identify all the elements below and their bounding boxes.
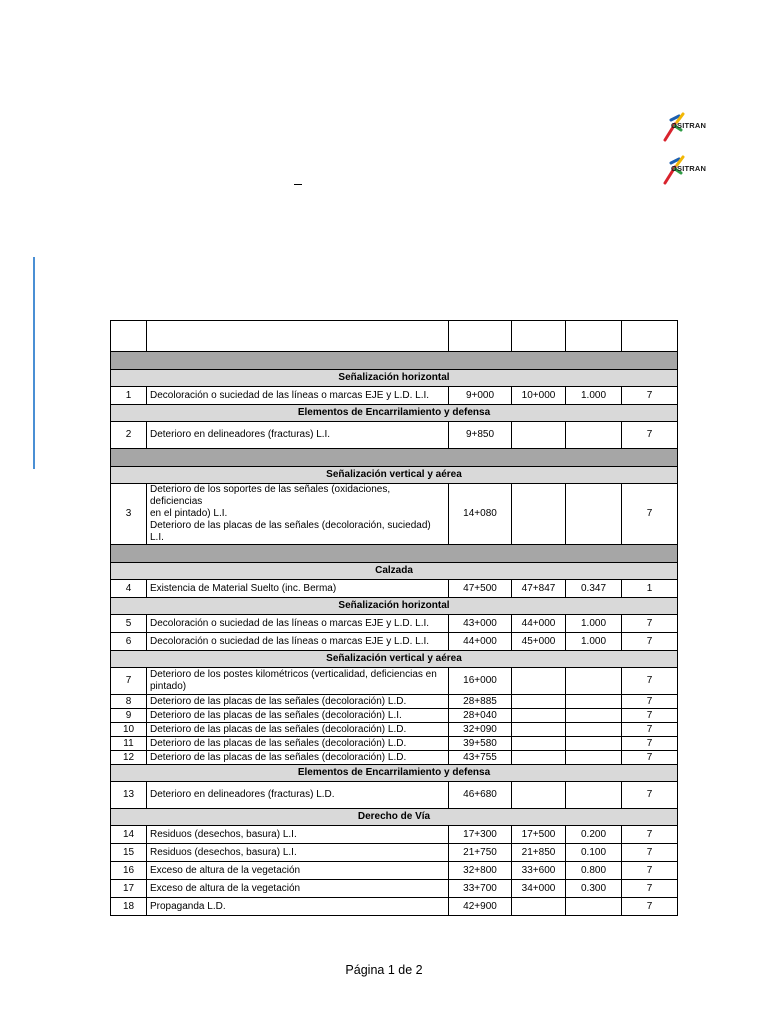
km-start: 44+000 — [449, 633, 512, 651]
term-days: 7 — [622, 633, 678, 651]
item-description — [147, 484, 449, 545]
km-start: 33+700 — [449, 880, 512, 898]
item-number: 4 — [111, 580, 147, 598]
item-description — [147, 695, 449, 709]
length-km — [566, 898, 622, 916]
item-number: 17 — [111, 880, 147, 898]
table-row — [111, 862, 678, 880]
group-cell — [111, 352, 678, 370]
item-description — [147, 580, 449, 598]
section-title: Calzada — [111, 563, 678, 580]
description-line: Propaganda L.D. — [150, 900, 226, 912]
km-start: 28+040 — [449, 709, 512, 723]
item-description — [147, 844, 449, 862]
item-description — [147, 709, 449, 723]
term-days: 7 — [622, 737, 678, 751]
km-start: 14+080 — [449, 484, 512, 545]
length-km: 1.000 — [566, 387, 622, 405]
km-end: 21+850 — [512, 844, 566, 862]
item-description — [147, 615, 449, 633]
description-line: Exceso de altura de la vegetación — [150, 882, 301, 894]
term-days: 7 — [622, 668, 678, 695]
table-row — [111, 782, 678, 809]
logo-text: OSITRAN — [671, 121, 707, 130]
term-days: 7 — [622, 751, 678, 765]
term-days: 7 — [622, 898, 678, 916]
table-row — [111, 484, 678, 545]
km-start: 9+850 — [449, 422, 512, 449]
item-number: 12 — [111, 751, 147, 765]
description-line: Deterioro de las placas de las señales (decoloración, suciedad) L.I. — [150, 520, 431, 543]
km-end — [512, 422, 566, 449]
km-start: 43+755 — [449, 751, 512, 765]
length-km: 0.800 — [566, 862, 622, 880]
length-km: 0.200 — [566, 826, 622, 844]
description-line: Deterioro de las placas de las señales (decoloración) L.D. — [150, 723, 407, 735]
description-line: Deterioro en delineadores (fracturas) L.I. — [150, 429, 331, 440]
section-row — [111, 370, 678, 387]
item-number: 5 — [111, 615, 147, 633]
header-cell — [622, 321, 678, 352]
term-days: 7 — [622, 862, 678, 880]
term-days: 7 — [622, 422, 678, 449]
section-row — [111, 563, 678, 580]
group-row — [111, 352, 678, 370]
item-number: 9 — [111, 709, 147, 723]
item-number: 11 — [111, 737, 147, 751]
km-end — [512, 737, 566, 751]
item-description — [147, 782, 449, 809]
section-title: Derecho de Vía — [111, 809, 678, 826]
length-km — [566, 668, 622, 695]
table-row — [111, 737, 678, 751]
table-row — [111, 615, 678, 633]
km-end: 33+600 — [512, 862, 566, 880]
km-end — [512, 709, 566, 723]
description-line: Deterioro de las placas de las señales (decoloración) L.I. — [150, 709, 402, 721]
term-days: 1 — [622, 580, 678, 598]
item-description — [147, 387, 449, 405]
item-number: 18 — [111, 898, 147, 916]
group-row — [111, 449, 678, 467]
km-start: 46+680 — [449, 782, 512, 809]
km-start: 16+000 — [449, 668, 512, 695]
km-end — [512, 782, 566, 809]
km-end: 17+500 — [512, 826, 566, 844]
item-description — [147, 862, 449, 880]
item-description — [147, 751, 449, 765]
header-cell — [111, 321, 147, 352]
item-number: 7 — [111, 668, 147, 695]
item-description — [147, 737, 449, 751]
description-line: Decoloración o suciedad de las líneas o marcas EJE y L.D. L.I. — [150, 389, 430, 401]
table-row — [111, 751, 678, 765]
section-title: Elementos de Encarrilamiento y defensa — [111, 405, 678, 422]
section-row — [111, 467, 678, 484]
table-row — [111, 709, 678, 723]
km-end — [512, 898, 566, 916]
group-cell — [111, 545, 678, 563]
table-row — [111, 826, 678, 844]
table-row — [111, 387, 678, 405]
km-start: 17+300 — [449, 826, 512, 844]
term-days: 7 — [622, 484, 678, 545]
description-line: Existencia de Material Suelto (inc. Berma) — [150, 582, 337, 594]
length-km — [566, 709, 622, 723]
description-line: Deterioro de las placas de las señales (decoloración) L.D. — [150, 737, 407, 749]
description-line: Deterioro en delineadores (fracturas) L.D. — [150, 789, 335, 800]
section-row — [111, 809, 678, 826]
item-description — [147, 633, 449, 651]
description-line: Residuos (desechos, basura) L.I. — [150, 846, 297, 858]
section-title: Señalización vertical y aérea — [111, 467, 678, 484]
km-end — [512, 723, 566, 737]
section-row — [111, 765, 678, 782]
table-header-row — [111, 321, 678, 352]
table-row — [111, 668, 678, 695]
length-km: 1.000 — [566, 633, 622, 651]
header-cell — [566, 321, 622, 352]
length-km — [566, 737, 622, 751]
km-end — [512, 668, 566, 695]
item-description — [147, 422, 449, 449]
description-line: Residuos (desechos, basura) L.I. — [150, 828, 297, 840]
item-number: 8 — [111, 695, 147, 709]
margin-line — [33, 257, 35, 469]
item-number: 16 — [111, 862, 147, 880]
item-description — [147, 880, 449, 898]
table-row — [111, 633, 678, 651]
header-cell — [147, 321, 449, 352]
item-description — [147, 723, 449, 737]
description-line: en el pintado) L.I. — [150, 508, 228, 519]
km-end — [512, 695, 566, 709]
km-start: 47+500 — [449, 580, 512, 598]
length-km: 0.347 — [566, 580, 622, 598]
km-end: 10+000 — [512, 387, 566, 405]
section-title: Señalización vertical y aérea — [111, 651, 678, 668]
section-title: Señalización horizontal — [111, 598, 678, 615]
length-km: 0.100 — [566, 844, 622, 862]
km-start: 32+800 — [449, 862, 512, 880]
km-end: 45+000 — [512, 633, 566, 651]
description-line: Deterioro de los soportes de las señales (oxidaciones, deficiencias — [150, 484, 391, 507]
km-start: 39+580 — [449, 737, 512, 751]
term-days: 7 — [622, 615, 678, 633]
ositran-logo — [661, 155, 717, 187]
length-km — [566, 422, 622, 449]
length-km — [566, 782, 622, 809]
description-line: Decoloración o suciedad de las líneas o marcas EJE y L.D. L.I. — [150, 635, 430, 647]
table-row — [111, 695, 678, 709]
term-days: 7 — [622, 695, 678, 709]
page-number: Página 1 de 2 — [345, 963, 423, 977]
dash-mark — [294, 184, 302, 185]
section-title: Elementos de Encarrilamiento y defensa — [111, 765, 678, 782]
group-cell — [111, 449, 678, 467]
item-number: 13 — [111, 782, 147, 809]
item-description — [147, 668, 449, 695]
term-days: 7 — [622, 782, 678, 809]
km-start: 28+885 — [449, 695, 512, 709]
table-row — [111, 723, 678, 737]
length-km — [566, 751, 622, 765]
header-cell — [449, 321, 512, 352]
length-km: 1.000 — [566, 615, 622, 633]
term-days: 7 — [622, 723, 678, 737]
header-cell — [512, 321, 566, 352]
term-days: 7 — [622, 880, 678, 898]
item-description — [147, 898, 449, 916]
table-row — [111, 844, 678, 862]
km-start: 21+750 — [449, 844, 512, 862]
table-row — [111, 880, 678, 898]
item-description — [147, 826, 449, 844]
item-number: 2 — [111, 422, 147, 449]
km-start: 9+000 — [449, 387, 512, 405]
term-days: 7 — [622, 387, 678, 405]
defects-table — [110, 320, 678, 916]
km-end — [512, 751, 566, 765]
table-row — [111, 580, 678, 598]
term-days: 7 — [622, 844, 678, 862]
description-line: pintado) — [150, 681, 187, 692]
description-line: Deterioro de las placas de las señales (decoloración) L.D. — [150, 751, 407, 763]
length-km — [566, 484, 622, 545]
description-line: Exceso de altura de la vegetación — [150, 864, 301, 876]
description-line: Deterioro de los postes kilométricos (verticalidad, deficiencias en — [150, 669, 437, 680]
term-days: 7 — [622, 709, 678, 723]
table-row — [111, 898, 678, 916]
section-row — [111, 598, 678, 615]
logo-text: OSITRAN — [671, 164, 707, 173]
length-km: 0.300 — [566, 880, 622, 898]
section-row — [111, 405, 678, 422]
item-number: 6 — [111, 633, 147, 651]
km-start: 32+090 — [449, 723, 512, 737]
length-km — [566, 695, 622, 709]
term-days: 7 — [622, 826, 678, 844]
description-line: Deterioro de las placas de las señales (decoloración) L.D. — [150, 695, 407, 707]
km-end — [512, 484, 566, 545]
length-km — [566, 723, 622, 737]
km-end: 47+847 — [512, 580, 566, 598]
section-row — [111, 651, 678, 668]
km-end: 34+000 — [512, 880, 566, 898]
description-line: Decoloración o suciedad de las líneas o marcas EJE y L.D. L.I. — [150, 617, 430, 629]
group-row — [111, 545, 678, 563]
item-number: 1 — [111, 387, 147, 405]
km-start: 42+900 — [449, 898, 512, 916]
km-end: 44+000 — [512, 615, 566, 633]
ositran-logo — [661, 112, 717, 144]
table-row — [111, 422, 678, 449]
section-title: Señalización horizontal — [111, 370, 678, 387]
item-number: 14 — [111, 826, 147, 844]
item-number: 3 — [111, 484, 147, 545]
item-number: 15 — [111, 844, 147, 862]
item-number: 10 — [111, 723, 147, 737]
table-body — [111, 321, 678, 916]
km-start: 43+000 — [449, 615, 512, 633]
